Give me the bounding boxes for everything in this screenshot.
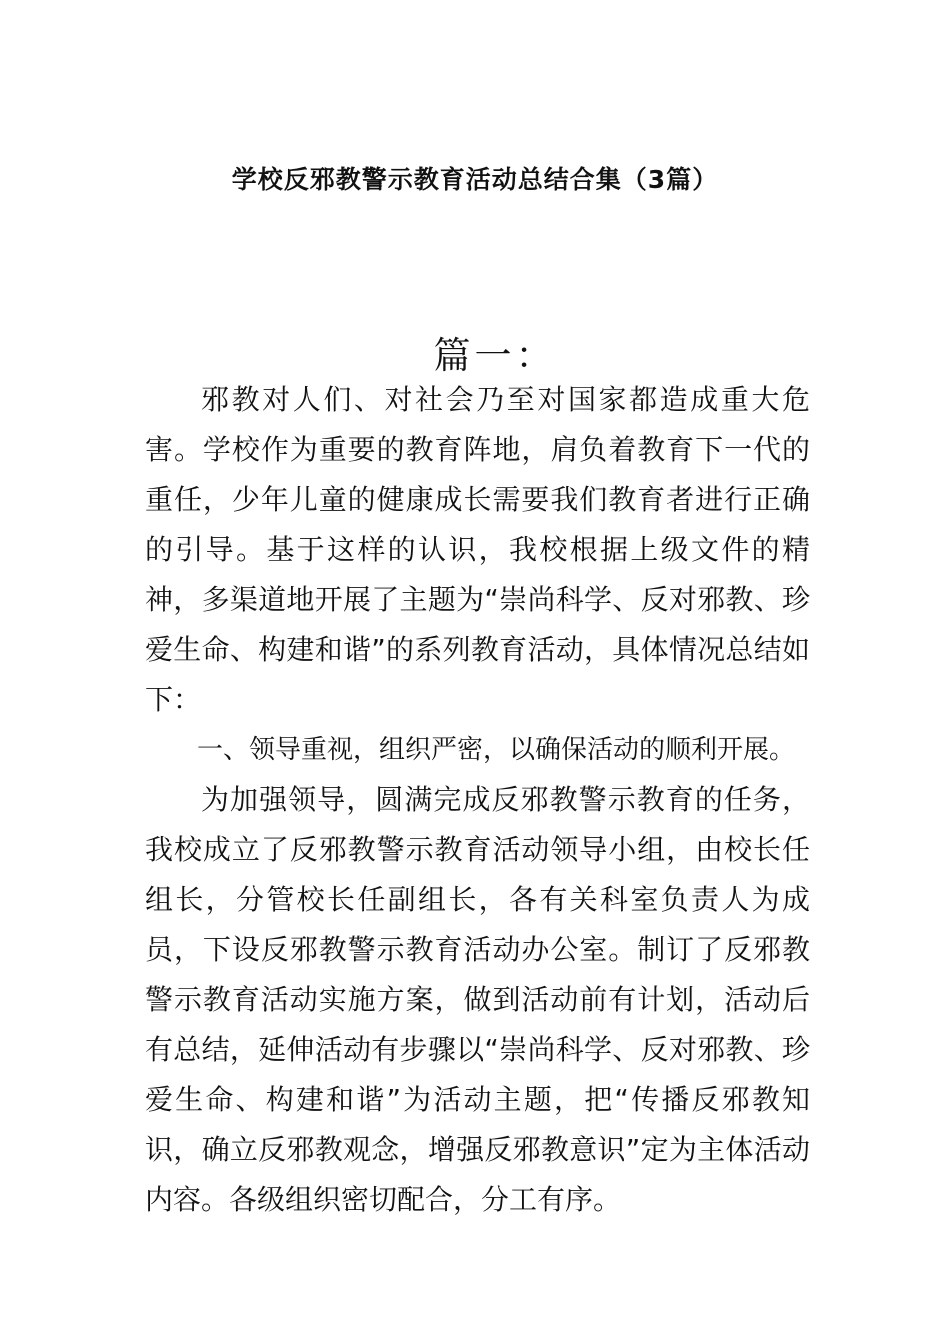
paragraph-leadership: 为加强领导，圆满完成反邪教警示教育的任务，我校成立了反邪教警示教育活动领导小组，由校长任组长，分管校长任副组长，各有关科室负责人为成员，下设反邪教警示教育活动办公室。制订了反邪教警示教育活动实施方案，做到活动前有计划，活动后有总结，延伸活动有步骤以“崇尚科学、反对邪教、珍爱生命、构建和谐”为活动主题，把“传播反邪教知识，确立反邪教观念，增强反邪教意识”定为主体活动内容。各级组织密切配合，分工有序。 [145, 783, 810, 1216]
paragraph-intro: 邪教对人们、对社会乃至对国家都造成重大危害。学校作为重要的教育阵地，肩负着教育下一代的重任，少年儿童的健康成长需要我们教育者进行正确的引导。基于这样的认识，我校根据上级文件的精神，多渠道地开展了主题为“崇尚科学、反对邪教、珍爱生命、构建和谐”的系列教育活动，具体情况总结如下： [145, 383, 810, 716]
section-heading: 篇一： [433, 334, 557, 377]
subheading-leadership: 一、领导重视，组织严密，以确保活动的顺利开展。 [197, 735, 796, 765]
document-title: 学校反邪教警示教育活动总结合集（3篇） [231, 165, 719, 194]
document-body [145, 375, 810, 1225]
